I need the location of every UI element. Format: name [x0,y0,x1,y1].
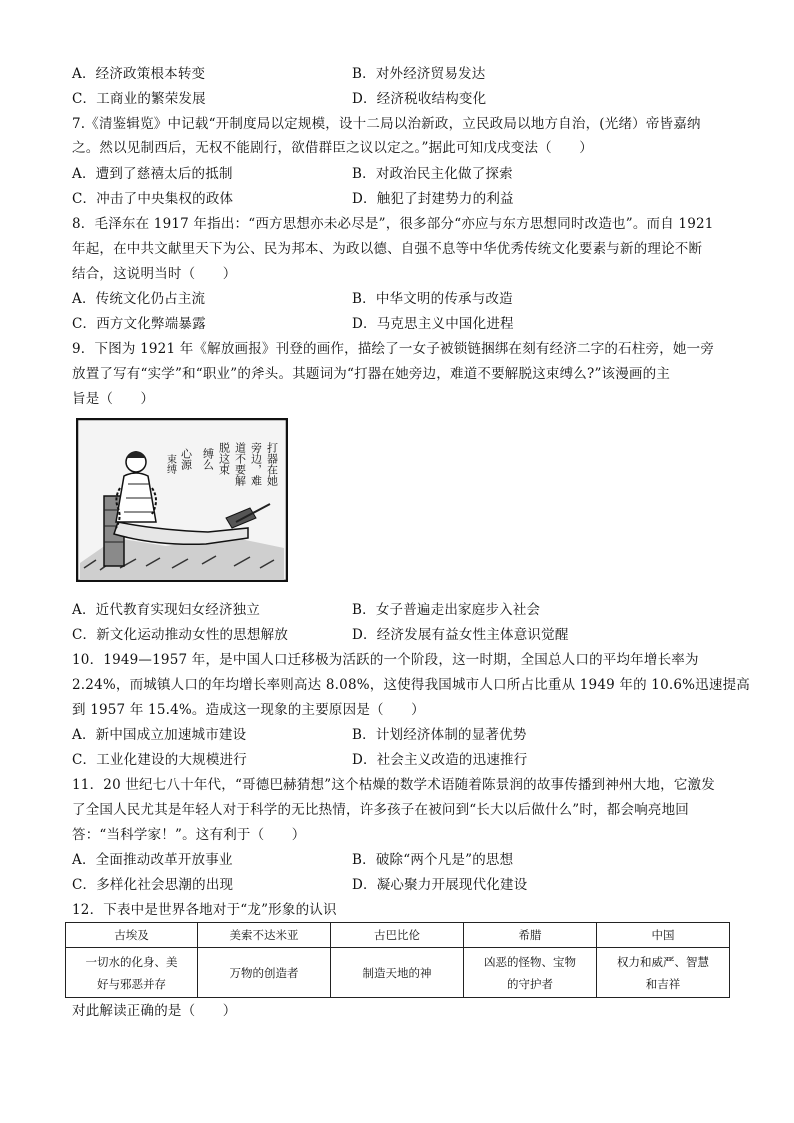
table-header: 中国 [597,923,730,948]
q10-option-b: B．计划经济体制的显著优势 [352,727,527,743]
q9-option-d: D．经济发展有益女性主体意识觉醒 [352,627,569,643]
cell-line: 制造天地的神 [362,965,432,980]
figure-caption-col-4: 脱这束 [217,442,231,475]
q7-stem-line-2: 之。然以见制西后，无权不能剧行，欲借群臣之议以定之。”据此可知戊戌变法（ ） [72,140,593,156]
table-cell-egypt [66,948,198,998]
figure-caption-col-6: 心源 [179,448,193,470]
q9-option-a: A．近代教育实现妇女经济独立 [72,602,261,618]
figure-caption-col-3: 道不要解 [233,442,247,486]
q12-follow-up: 对此解读正确的是（ ） [72,1003,237,1019]
q10-option-a: A．新中国成立加速城市建设 [72,727,247,743]
table-header: 希腊 [464,923,597,948]
cell-line: 和吉祥 [645,976,681,991]
q7-stem-line-1: 7.《清鉴辑览》中记载“开制度局以定规模，设十二局以治新政，立民政局以地方自治，(光绪）帝皆嘉纳 [72,116,701,132]
figure-caption-col-2: 旁边，难 [249,442,263,486]
q10-stem-line-1: 10．1949—1957 年，是中国人口迁移极为活跃的一个阶段，这一时期，全国总人口的平均年增长率为 [72,652,699,668]
figure-caption-col-5: 缚么 [201,448,215,470]
q10-option-c: C．工业化建设的大规模进行 [72,752,247,768]
q7-option-b: B．对政治民主化做了探索 [352,166,513,182]
q7-option-c: C．冲击了中央集权的政体 [72,191,234,207]
q9-option-b: B．女子普遍走出家庭步入社会 [352,602,541,618]
q6-option-d: D．经济税收结构变化 [352,91,487,107]
q11-option-c: C．多样化社会思潮的出现 [72,877,234,893]
q8-stem-line-1: 8．毛泽东在 1917 年指出：“西方思想亦未必尽是”，很多部分“亦应与东方思想同时改造也”。而自 1921 [72,216,714,232]
table-header-row [66,923,730,948]
q9-stem-line-1: 9．下图为 1921 年《解放画报》刊登的画作，描绘了一女子被锁链捆绑在刻有经济二字的石柱旁，她一旁 [72,341,715,357]
q7-option-d: D．触犯了封建势力的利益 [352,191,514,207]
q8-stem-line-3: 结合，这说明当时（ ） [72,266,237,282]
table-cell-greece [464,948,597,998]
q9-stem-line-2: 放置了写有“实学”和“职业”的斧头。其题词为“打器在她旁边，难道不要解脱这束缚么?”该漫画的主 [72,366,671,382]
cartoon-illustration [76,418,288,582]
q9-stem-line-3: 旨是（ ） [72,391,155,407]
q10-option-d: D．社会主义改造的迅速推行 [352,752,528,768]
cell-line: 凶恶的怪物、宝物 [484,954,576,969]
cell-line: 好与邪恶并存 [97,976,166,991]
q6-option-b: B．对外经济贸易发达 [352,66,486,82]
cell-line: 一切水的化身、美 [85,954,178,969]
q11-stem-line-1: 11．20 世纪七八十年代，“哥德巴赫猜想”这个枯燥的数学术语随着陈景润的故事传播到神州大地，它激发 [72,777,715,793]
cell-line: 的守护者 [507,976,553,991]
table-header: 古埃及 [66,923,198,948]
dragon-perception-table [65,922,730,998]
q6-option-a: A．经济政策根本转变 [72,66,206,82]
q8-option-a: A．传统文化仍占主流 [72,291,206,307]
cell-line: 权力和威严、智慧 [617,954,709,969]
q11-stem-line-2: 了全国人民尤其是年轻人对于科学的无比热情，许多孩子在被问到“长大以后做什么”时，都会响亮地回 [72,802,690,818]
figure-signature: 束缚 [164,454,176,474]
q10-stem-line-2: 2.24%，而城镇人口的年均增长率则高达 8.08%，这使得我国城市人口所占比重从 1949 年的 10.6%迅速提高 [72,677,750,693]
table-row [66,948,730,998]
q8-option-d: D．马克思主义中国化进程 [352,316,514,332]
q11-stem-line-3: 答：“当科学家！”。这有利于（ ） [72,827,306,843]
figure-caption-col-1: 打器在她 [265,442,279,486]
q12-stem: 12．下表中是世界各地对于“龙”形象的认识 [72,902,337,918]
q10-stem-line-3: 到 1957 年 15.4%。造成这一现象的主要原因是（ ） [72,702,425,718]
table-cell-mesopotamia [198,948,331,998]
q8-option-b: B．中华文明的传承与改造 [352,291,513,307]
table-header: 美索不达米亚 [198,923,331,948]
table-cell-babylon [331,948,464,998]
q8-stem-line-2: 年起，在中共文献里天下为公、民为邦本、为政以德、自强不息等中华优秀传统文化要素与新的理论不断 [72,241,703,257]
q7-option-a: A．遭到了慈禧太后的抵制 [72,166,233,182]
q11-option-d: D．凝心聚力开展现代化建设 [352,877,528,893]
table-cell-china [597,948,730,998]
q11-option-a: A．全面推动改革开放事业 [72,852,233,868]
q8-option-c: C．西方文化弊端暴露 [72,316,206,332]
cell-line: 万物的创造者 [229,965,299,980]
q11-option-b: B．破除“两个凡是”的思想 [352,852,514,868]
q6-option-c: C．工商业的繁荣发展 [72,91,206,107]
q9-option-c: C．新文化运动推动女性的思想解放 [72,627,289,643]
table-header: 古巴比伦 [331,923,464,948]
